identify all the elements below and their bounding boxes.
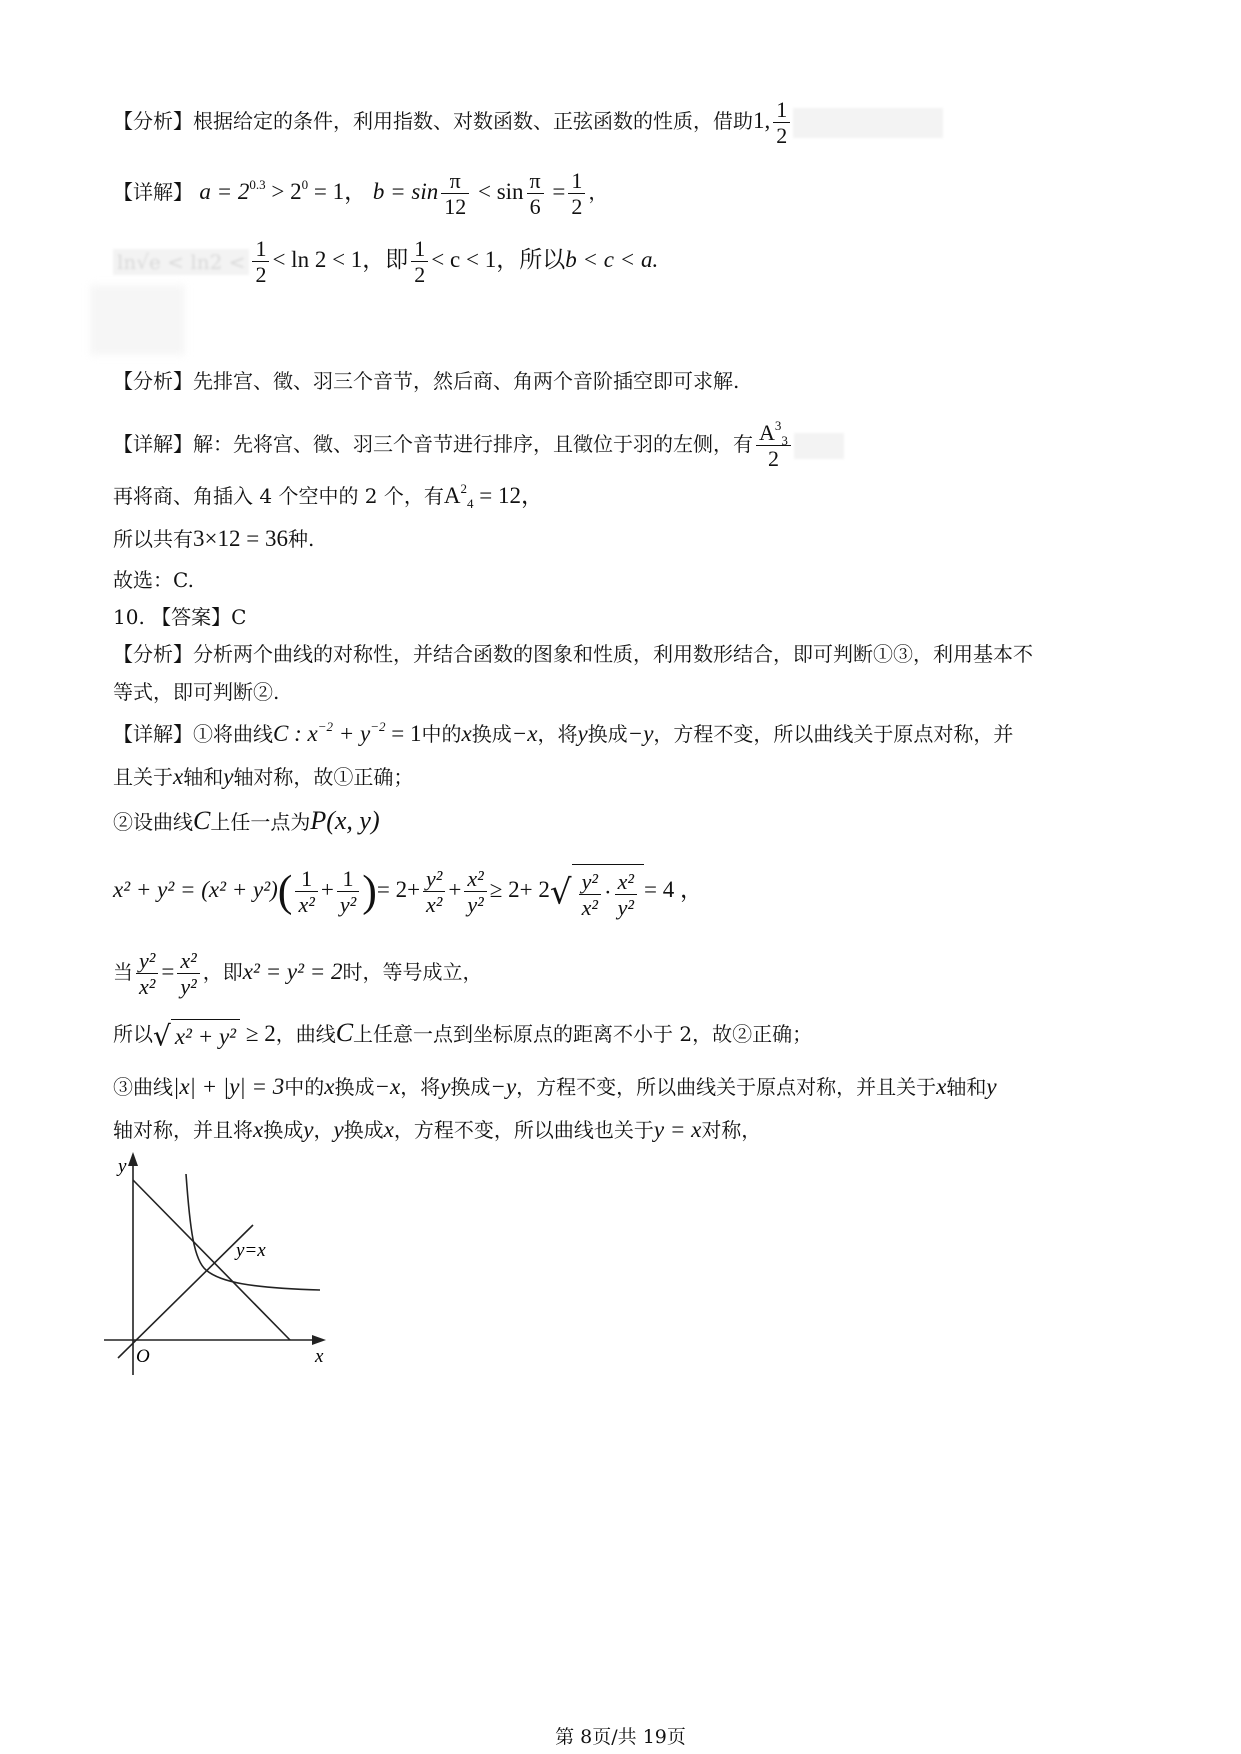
fraction: $\frac{1}{2}$ xyxy=(773,97,790,148)
fraction: $\frac{\pi}{12}$ xyxy=(441,168,469,219)
math-line-2: 当 $\frac{\text{y²}}{\text{x²}}$ = $\frac{\text{x²}}{\text{y²}}$ ，即x² = y² = 2时，等号成立， xyxy=(113,948,483,999)
origin-label: O xyxy=(136,1346,150,1367)
math-line-4: ③曲线|x| + |y| = 3中的x换成−x，将y换成−y，方程不变，所以曲线关于原点对称，并且关于x轴和y xyxy=(113,1074,997,1099)
math-line-5: 轴对称，并且将x换成y，y换成x，方程不变，所以曲线也关于y = x对称， xyxy=(113,1117,762,1142)
analysis-text: 根据给定的条件，利用指数、对数函数、正弦函数的性质，借助 xyxy=(193,109,753,133)
fraction: $\frac{A^3_3}{2}$ xyxy=(756,420,791,471)
math-expr: C : $x^{-2} + y^{-2} = 1$ xyxy=(273,719,422,746)
x-axis-label: x xyxy=(315,1346,324,1367)
line-abs-sum xyxy=(133,1180,290,1340)
detail-line-1: 【详解】 $a = 2^{0.3} > 2^0 = 1$， b = sin $\frac{\pi}{12}$ < sin $\frac{\pi}{6}$ = $\frac{1}{2}$ ， xyxy=(113,168,609,219)
math-expr: < ln 2 < 1，即 xyxy=(272,247,409,272)
x-axis-arrow xyxy=(312,1335,326,1345)
analysis-line-1 xyxy=(113,97,1146,148)
math-expr: < c < 1，所以 xyxy=(431,247,566,272)
analysis-line-3b: 等式，即可判断②. xyxy=(113,680,280,704)
sqrt-expr: √ $\frac{\text{y²}}{\text{x²}}$ · $\frac{\text{x²}}{\text{y²}}$ xyxy=(550,863,644,921)
math-expr: $a = 2^{0.3} > 2^0 = 1$， b = sin xyxy=(199,177,439,204)
question-10-answer: 10. 【答案】C xyxy=(113,605,247,629)
fraction: $\frac{1}{2}$ xyxy=(568,168,585,219)
fraction: $\frac{\pi}{6}$ xyxy=(527,168,544,219)
redacted-area: ln√e < ln2 < xyxy=(113,249,249,275)
detail-line-5: 所以共有3×12 = 36种. xyxy=(113,526,315,551)
detail-line-7: 【详解】①将曲线C : $x^{-2} + y^{-2} = 1$中的x换成−x，将y换成−y，方程不变，所以曲线关于原点对称，并 xyxy=(113,719,1014,746)
line-label: y=x xyxy=(236,1240,266,1261)
graph-svg xyxy=(100,1150,340,1380)
page-footer: 第 8页/共 19页 xyxy=(555,1726,686,1748)
curve-c xyxy=(186,1174,320,1290)
math-line-1: x² + y² = (x² + y²)( $\frac{1}{\text{x²}}$ + $\frac{1}{\text{y²}}$ )= 2+ $\frac{\text{y²}}{\text{x²}}$ + $\frac{\text{x²}}{\text{y²}}$ ≥ 2+ 2√ $\frac{\text{y²}}{\text{x²}}$ · $\frac{\text{x²}}{\text{y²}}$ = 4 ， xyxy=(113,862,1146,921)
math-expr: 1, xyxy=(753,108,771,133)
detail-line-3: 【详解】解：先将宫、徵、羽三个音节进行排序，且徵位于羽的左侧，有 $\frac{A^3_3}{2}$ xyxy=(113,420,1146,471)
math-line-3: 所以√ x² + y² ≥ 2，曲线C上任意一点到坐标原点的距离不小于 2，故②正确； xyxy=(113,1018,813,1052)
detail-line-4: 再将商、角插入 4 个空中的 2 个，有$A^2_4 = 12$， xyxy=(113,481,544,511)
y-axis-label: y xyxy=(118,1156,127,1177)
analysis-tag: 【分析】 xyxy=(113,109,193,133)
line-y-equals-x xyxy=(118,1225,253,1358)
fraction: $\frac{1}{2}$ xyxy=(252,236,269,287)
detail-tag: 【详解】 xyxy=(113,180,193,204)
analysis-line-2: 【分析】先排宫、徵、羽三个音节，然后商、角两个音阶插空即可求解. xyxy=(113,369,740,393)
math-expr: b < c < a. xyxy=(565,247,659,272)
detail-line-8: 且关于x轴和y轴对称，故①正确； xyxy=(113,764,414,789)
y-axis-arrow xyxy=(128,1152,138,1166)
fraction: $\frac{1}{2}$ xyxy=(411,236,428,287)
math-expr: = xyxy=(546,179,566,204)
scan-smudge xyxy=(90,285,185,355)
detail-line-9: ②设曲线C上任一点为P(x, y) xyxy=(113,806,380,835)
math-expr: $A^2_4 = 12$， xyxy=(443,481,544,511)
redacted-area xyxy=(793,108,943,138)
detail-line-2 xyxy=(113,236,1146,287)
detail-line-6: 故选：C. xyxy=(113,568,194,592)
redacted-area xyxy=(794,433,844,459)
analysis-line-3: 【分析】分析两个曲线的对称性，并结合函数的图象和性质，利用数形结合，即可判断①③，利用基本不 xyxy=(113,642,1033,666)
curve-graph xyxy=(100,1150,340,1380)
math-expr: < sin xyxy=(472,179,524,204)
